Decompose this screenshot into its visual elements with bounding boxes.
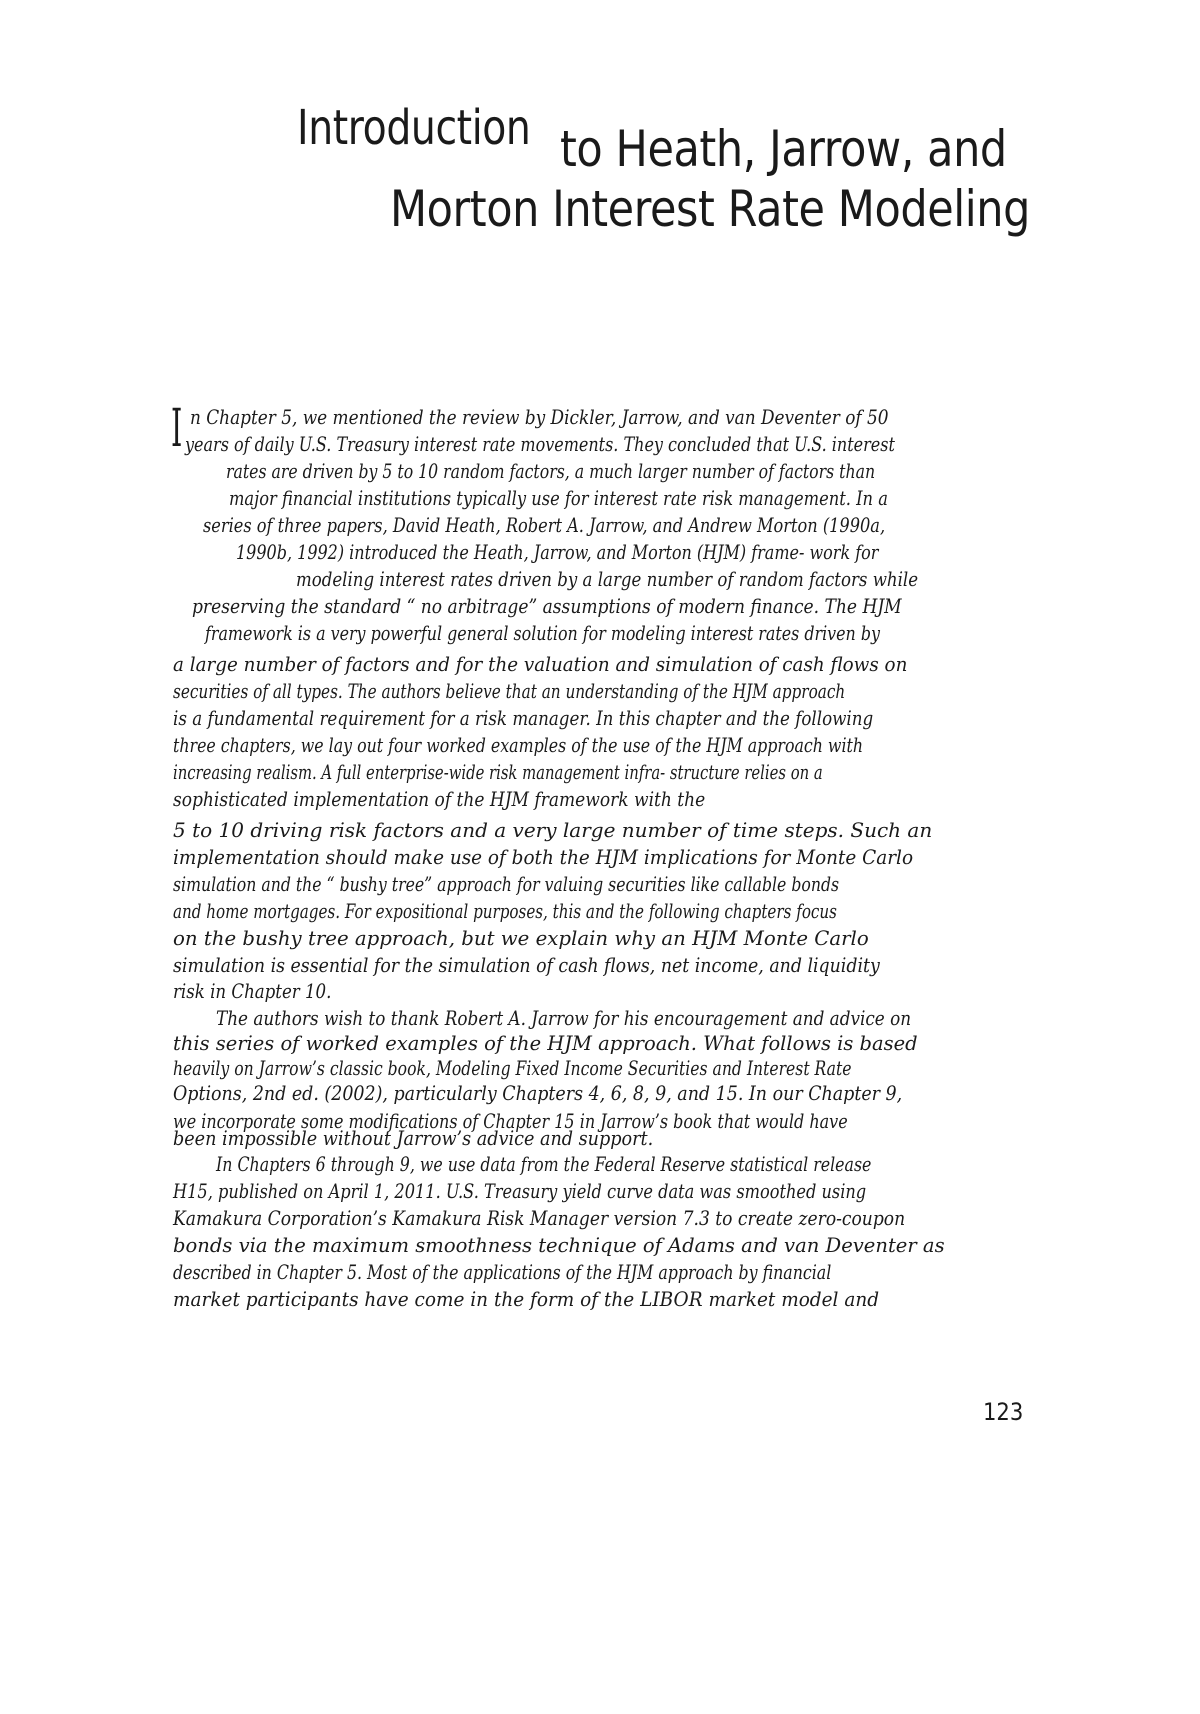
body-line: heavily on Jarrow’s classic book, Modeling Fixed Income Securities and Interest Rate (173, 1056, 852, 1080)
body-line: this series of worked examples of the HJM approach. What follows is based (173, 1031, 918, 1055)
chapter-title-part-1: Introduction (297, 100, 531, 156)
body-line: implementation should make use of both the HJM implications for Monte Carlo (173, 845, 914, 869)
body-line: and home mortgages. For expositional purposes, this and the following chapters focus (173, 899, 837, 923)
body-line: a large number of factors and for the valuation and simulation of cash flows on (173, 652, 908, 676)
body-line: securities of all types. The authors believe that an understanding of the HJM approach (173, 679, 846, 703)
body-line: rates are driven by 5 to 10 random factors, a much larger number of factors than (226, 459, 876, 483)
body-line: Kamakura Corporation’s Kamakura Risk Manager version 7.3 to create zero-coupon (173, 1206, 906, 1230)
body-line: 5 to 10 driving risk factors and a very large number of time steps. Such an (173, 818, 933, 842)
body-line: on the bushy tree approach, but we explain why an HJM Monte Carlo (173, 926, 869, 950)
body-line: major financial institutions typically use for interest rate risk management. In a (229, 486, 888, 510)
body-line: modeling interest rates driven by a large number of random factors while (296, 567, 919, 591)
body-line: series of three papers, David Heath, Robert A. Jarrow, and Andrew Morton (1990a, (203, 513, 886, 537)
body-line: sophisticated implementation of the HJM framework with the (173, 787, 706, 811)
body-line: years of daily U.S. Treasury interest rate movements. They concluded that U.S. interest (185, 432, 895, 456)
chapter-title-part-3: Morton Interest Rate Modeling (390, 180, 1030, 238)
body-line: Options, 2nd ed. (2002), particularly Chapters 4, 6, 8, 9, and 15. In our Chapter 9, (173, 1081, 903, 1105)
body-line: bonds via the maximum smoothness technique of Adams and van Deventer as (173, 1233, 945, 1257)
body-line: been impossible without Jarrow’s advice and support. (173, 1126, 654, 1150)
body-line: framework is a very powerful general solution for modeling interest rates driven by (205, 621, 880, 645)
body-line: we incorporate some modifications of Chapter 15 in Jarrow’s book that would have (173, 1109, 848, 1133)
body-line: 1990b, 1992) introduced the Heath, Jarrow, and Morton (HJM) frame- work for (236, 540, 879, 564)
body-line: simulation and the “ bushy tree” approach for valuing securities like callable bonds (173, 872, 840, 896)
body-line: three chapters, we lay out four worked examples of the use of the HJM approach with (173, 733, 864, 757)
body-line: increasing realism. A full enterprise-wide risk management infra- structure relies on a (173, 760, 823, 784)
body-line: In Chapters 6 through 9, we use data from the Federal Reserve statistical release (216, 1152, 872, 1176)
body-line: is a fundamental requirement for a risk manager. In this chapter and the following (173, 706, 874, 730)
chapter-title-part-2: to Heath, Jarrow, and (560, 120, 1007, 178)
page-number: 123 (983, 1398, 1024, 1426)
body-line: described in Chapter 5. Most of the applications of the HJM approach by financial (173, 1260, 832, 1284)
body-line: market participants have come in the form of the LIBOR market model and (173, 1287, 880, 1311)
body-line: risk in Chapter 10. (173, 979, 332, 1003)
drop-cap: I (171, 399, 183, 459)
body-line: simulation is essential for the simulation of cash flows, net income, and liquidity (173, 953, 880, 977)
body-line: preserving the standard “ no arbitrage” assumptions of modern finance. The HJM (192, 594, 902, 618)
body-line: The authors wish to thank Robert A. Jarrow for his encouragement and advice on (216, 1006, 912, 1030)
body-line: H15, published on April 1, 2011. U.S. Treasury yield curve data was smoothed using (173, 1179, 867, 1203)
body-line: n Chapter 5, we mentioned the review by Dickler, Jarrow, and van Deventer of 50 (190, 405, 889, 429)
